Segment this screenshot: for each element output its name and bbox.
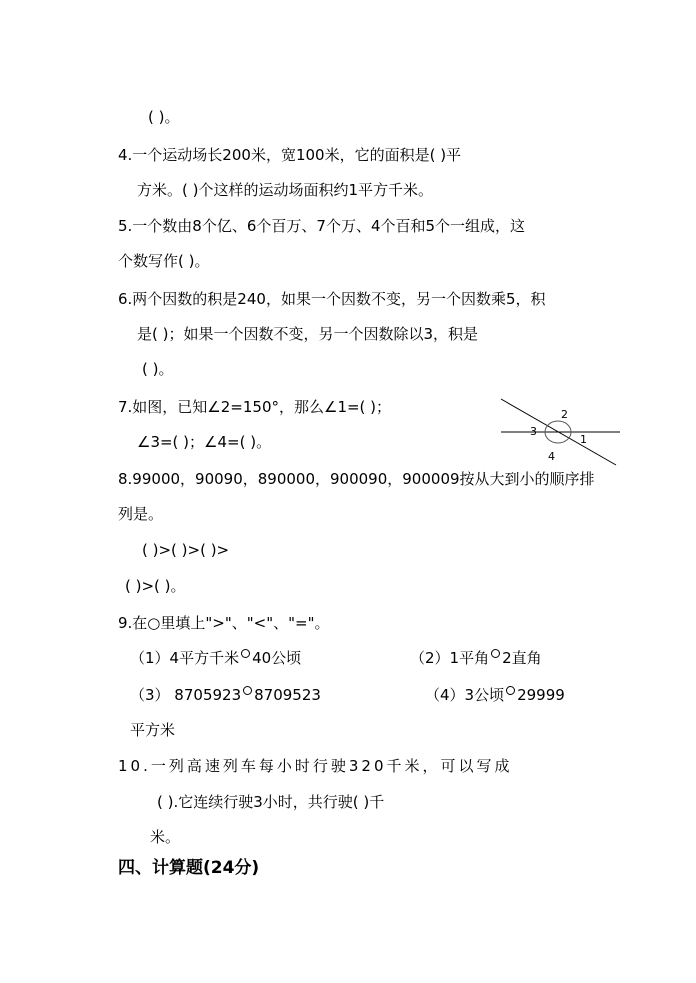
q9-title: 9.在○里填上">"、"<"、"="。 bbox=[118, 614, 330, 632]
q8-line3: ( )>( )>( )> bbox=[142, 541, 230, 559]
q9-part2-left: （2）1平角 bbox=[410, 649, 490, 667]
q4-line1: 4.一个运动场长200米，宽100米，它的面积是( )平 bbox=[118, 146, 462, 164]
compare-circle[interactable] bbox=[243, 686, 252, 695]
figure-label-1: 1 bbox=[580, 433, 587, 446]
angle-figure bbox=[495, 395, 625, 470]
q7-line1: 7.如图，已知∠2=150°，那么∠1=( )； bbox=[118, 398, 392, 416]
q9-part3-right: 8709523 bbox=[254, 686, 321, 704]
q7-line2: ∠3=( )；∠4=( )。 bbox=[137, 433, 272, 451]
q5-line2: 个数写作( )。 bbox=[118, 252, 210, 270]
q9-part1-right: 40公顷 bbox=[252, 649, 302, 667]
q6-line1: 6.两个因数的积是240，如果一个因数不变，另一个因数乘5，积 bbox=[118, 290, 546, 308]
q8-line2: 列是。 bbox=[118, 505, 164, 523]
q4-line2: 方米。( )个这样的运动场面积约1平方千米。 bbox=[137, 181, 434, 199]
q10-line3: 米。 bbox=[150, 828, 181, 846]
figure-label-4: 4 bbox=[548, 450, 555, 463]
q6-line2: 是( )；如果一个因数不变，另一个因数除以3，积是 bbox=[137, 325, 479, 343]
q9-part2 bbox=[410, 648, 542, 668]
q8-line4: ( )>( )。 bbox=[125, 577, 186, 595]
q8-line1: 8.99000，90090，890000，900090，900009按从大到小的顺序排 bbox=[118, 470, 595, 488]
q6-line3: ( )。 bbox=[142, 360, 174, 378]
q9-part4-unit: 平方米 bbox=[130, 721, 176, 739]
q9-part2-right: 2直角 bbox=[502, 649, 542, 667]
q10-line2: ( ).它连续行驶3小时，共行驶( )千 bbox=[157, 793, 385, 811]
q10-line1: 10.一列高速列车每小时行驶320千米，可以写成 bbox=[118, 757, 513, 775]
compare-circle[interactable] bbox=[241, 649, 250, 658]
q9-part1-left: （1）4平方千米 bbox=[130, 649, 240, 667]
q9-part3-left: （3） 8705923 bbox=[130, 686, 242, 704]
q3-tail: ( )。 bbox=[148, 108, 180, 126]
figure-label-2: 2 bbox=[561, 408, 568, 421]
q9-part4 bbox=[425, 685, 565, 705]
q9-part3 bbox=[130, 685, 321, 705]
compare-circle[interactable] bbox=[491, 649, 500, 658]
figure-label-3: 3 bbox=[530, 425, 537, 438]
section-heading: 四、计算题(24分) bbox=[118, 858, 260, 878]
q5-line1: 5.一个数由8个亿、6个百万、7个万、4个百和5个一组成，这 bbox=[118, 217, 526, 235]
q9-part4-right: 29999 bbox=[517, 686, 565, 704]
q9-part1 bbox=[130, 648, 301, 668]
q9-part4-left: （4）3公顷 bbox=[425, 686, 505, 704]
compare-circle[interactable] bbox=[506, 686, 515, 695]
